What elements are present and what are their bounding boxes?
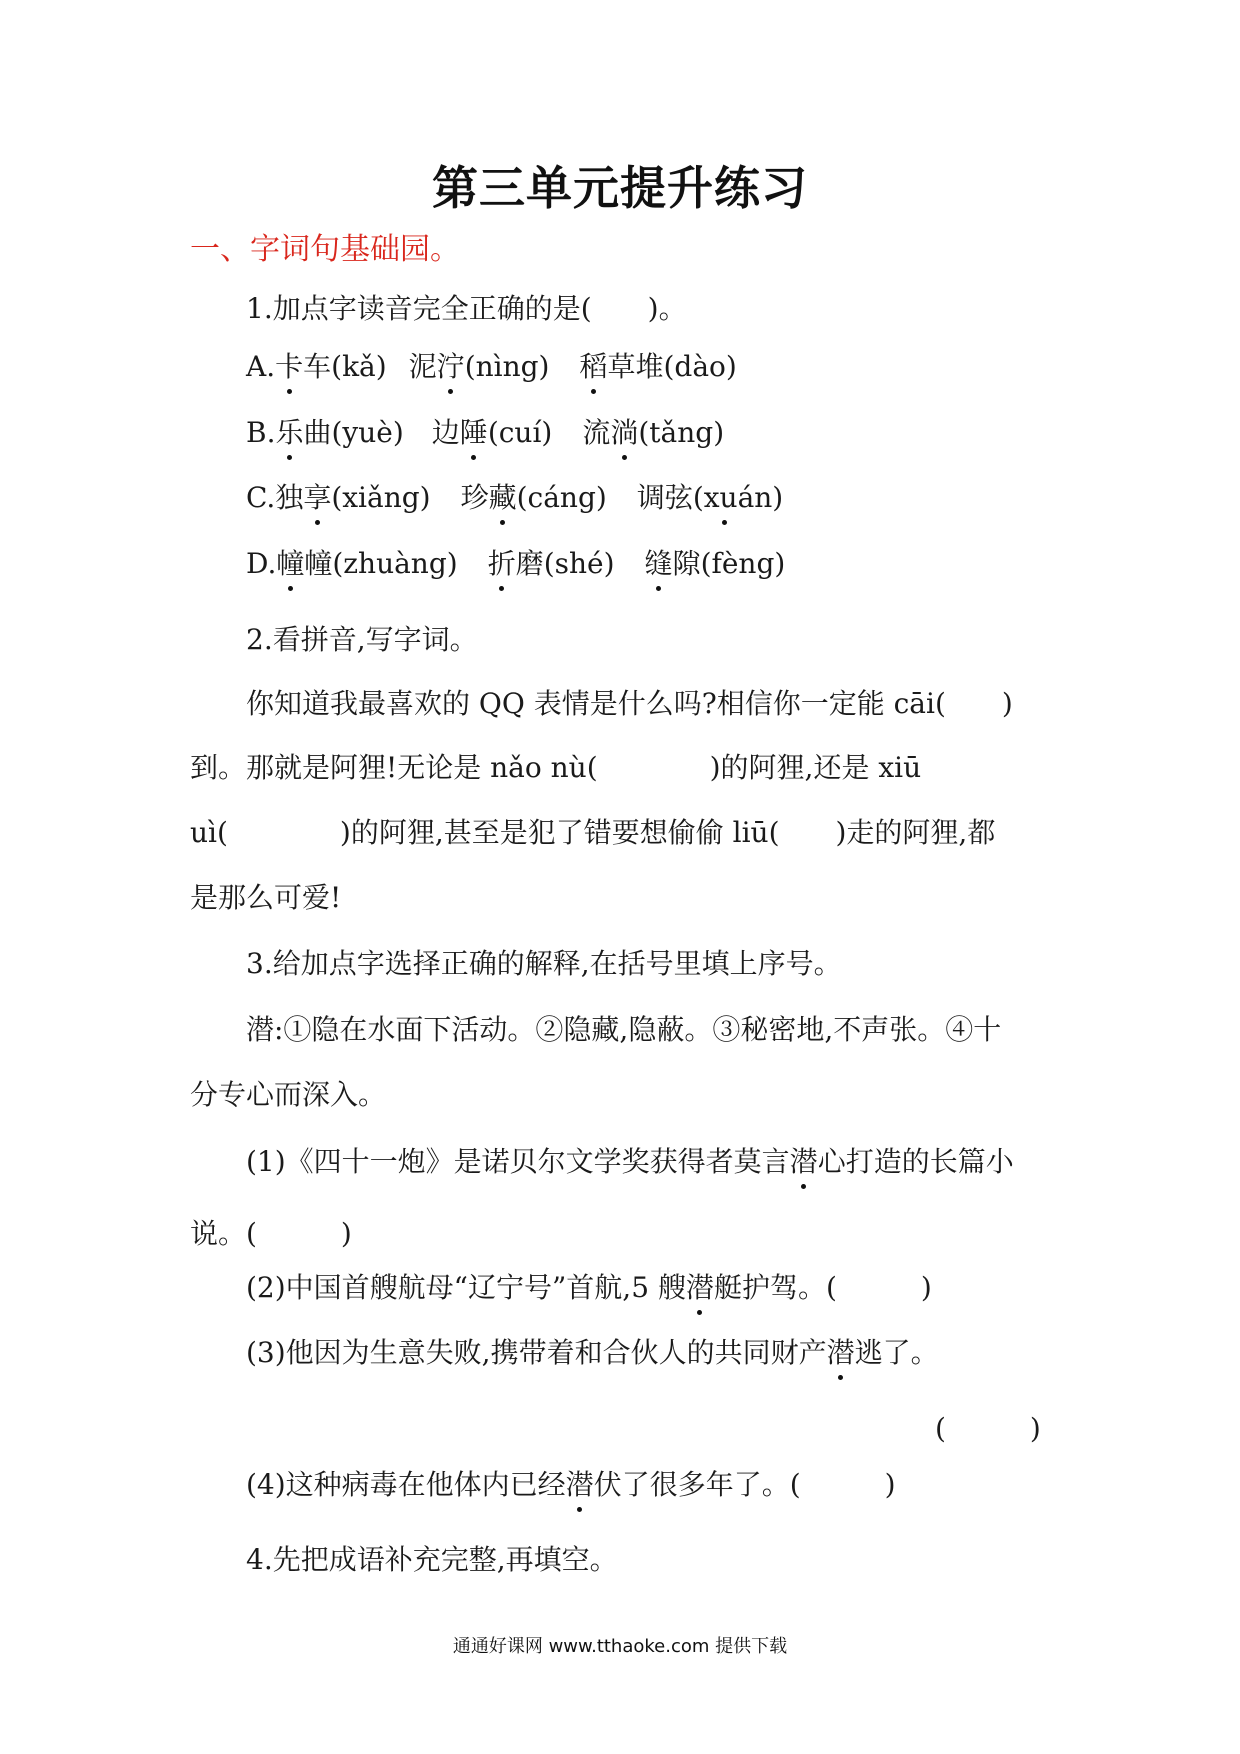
definitions-line-2: 分专心而深入。 [190, 1078, 387, 1111]
dotted-char: 享 [303, 478, 331, 518]
dotted-char: 藏 [489, 478, 517, 518]
question-4-stem: 4.先把成语补充完整,再填空。 [246, 1543, 618, 1576]
question-3-stem: 3.给加点字选择正确的解释,在括号里填上序号。 [246, 947, 842, 980]
sentence-4: (4)这种病毒在他体内已经潜伏了很多年了。( ) [246, 1465, 896, 1505]
dotted-char: 潜 [790, 1142, 818, 1182]
question-2-stem: 2.看拼音,写字词。 [246, 623, 478, 656]
dotted-char: 潜 [686, 1268, 714, 1308]
sentence-3: (3)他因为生意失败,携带着和合伙人的共同财产潜逃了。 [246, 1333, 939, 1373]
option-a: A.卡车(kǎ) 泥泞(nìng) 稻草堆(dào) [246, 347, 737, 387]
option-c: C.独享(xiǎng) 珍藏(cáng) 调弦(xuán) [246, 478, 783, 518]
question-2-line-2: 到。那就是阿狸!无论是 nǎo nù( )的阿狸,还是 xiū [190, 751, 922, 784]
question-2-line-3: uì( )的阿狸,甚至是犯了错要想偷偷 liū( )走的阿狸,都 [190, 816, 996, 849]
sentence-3-answer: ( ) [935, 1412, 1041, 1445]
dotted-char: 缝 [645, 544, 673, 584]
option-d: D.幢幢(zhuàng) 折磨(shé) 缝隙(fèng) [246, 544, 785, 584]
question-2-line-4: 是那么可爱! [190, 881, 342, 914]
dotted-char: 稻 [579, 347, 607, 387]
question-2-line-1: 你知道我最喜欢的 QQ 表情是什么吗?相信你一定能 cāi( ) [246, 687, 1013, 720]
footer-credit: 通通好课网 www.tthaoke.com 提供下载 [452, 1636, 788, 1657]
section-heading: 一、字词句基础园。 [190, 232, 460, 267]
definitions-line-1: 潜:①隐在水面下活动。②隐藏,隐蔽。③秘密地,不声张。④十 [246, 1013, 1002, 1046]
sentence-1: (1)《四十一炮》是诺贝尔文学奖获得者莫言潜心打造的长篇小 [246, 1142, 1014, 1182]
dotted-char: 折 [488, 544, 516, 584]
dotted-char: 潜 [566, 1465, 594, 1505]
dotted-char: 泞 [437, 347, 465, 387]
option-b: B.乐曲(yuè) 边陲(cuí) 流淌(tǎng) [246, 413, 724, 453]
sentence-2: (2)中国首艘航母“辽宁号”首航,5 艘潜艇护驾。( ) [246, 1268, 932, 1308]
dotted-char: 卡 [275, 347, 303, 387]
dotted-char: 淌 [610, 413, 638, 453]
dotted-char: 幢 [276, 544, 304, 584]
dotted-char: 陲 [460, 413, 488, 453]
page-title: 第三单元提升练习 [432, 161, 808, 215]
dotted-char: 弦(xuán) [665, 478, 783, 518]
dotted-char: 乐 [275, 413, 303, 453]
dotted-char: 潜 [827, 1333, 855, 1373]
question-1-stem: 1.加点字读音完全正确的是( )。 [246, 292, 687, 325]
sentence-1-answer: 说。( ) [190, 1217, 352, 1250]
